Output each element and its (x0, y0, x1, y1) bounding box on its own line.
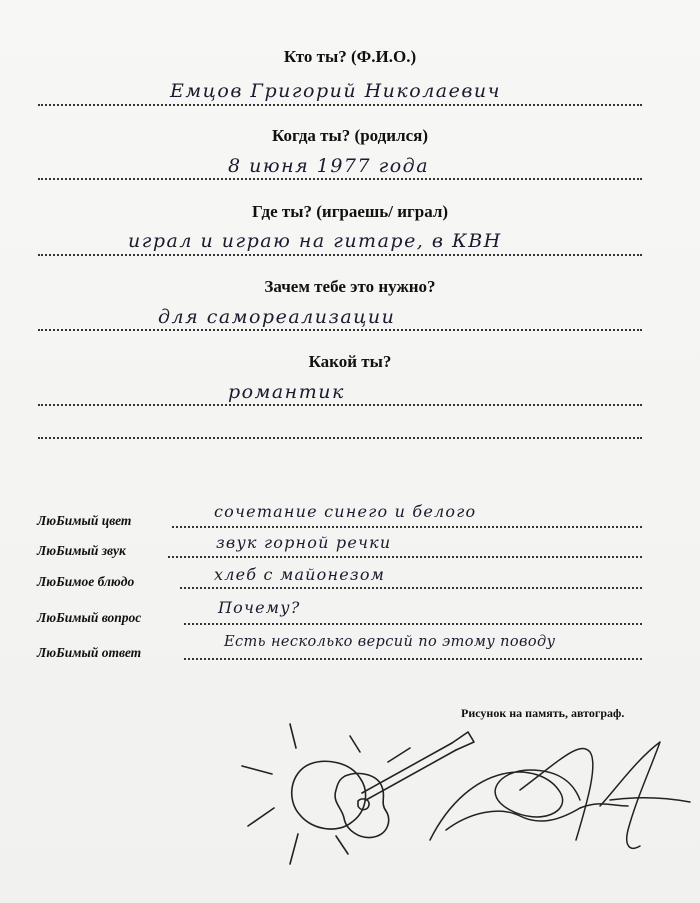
favorite-dish-value: хлеб с майонезом (214, 565, 386, 584)
favorite-dish-label: ЛюБимое блюдо (37, 574, 135, 589)
favorite-color-label: ЛюБимый цвет (37, 513, 132, 528)
question-name: Кто ты? (Ф.И.О.) (283, 47, 417, 66)
favorite-sound-label: ЛюБимый звук (37, 543, 126, 558)
favorite-answer-value: Есть несколько версий по этому поводу (224, 634, 556, 650)
answer-who: романтик (228, 381, 345, 403)
answer-play: играл и играю на гитаре, в КВН (128, 230, 502, 252)
question-why: Зачем тебе это нужно? (264, 277, 436, 296)
favorite-sound-value: звук горной речки (216, 533, 392, 552)
favorite-question-label: ЛюБимый вопрос (37, 610, 142, 625)
drawing-caption: Рисунок на память, автограф. (461, 706, 625, 720)
question-birth: Когда ты? (родился) (271, 126, 429, 145)
favorite-question-value: Почему? (218, 598, 301, 617)
favorite-answer-label: ЛюБимый ответ (37, 645, 142, 660)
answer-birth: 8 июня 1977 года (228, 155, 430, 177)
sun-guitar-drawing (242, 724, 474, 864)
answer-why: для самореализации (158, 306, 396, 328)
autograph-signature (430, 742, 690, 848)
favorite-color-value: сочетание синего и белого (214, 502, 477, 521)
question-play: Где ты? (играешь/ играл) (251, 202, 449, 221)
question-who: Какой ты? (308, 352, 392, 371)
answer-name: Емцов Григорий Николаевич (170, 80, 501, 102)
